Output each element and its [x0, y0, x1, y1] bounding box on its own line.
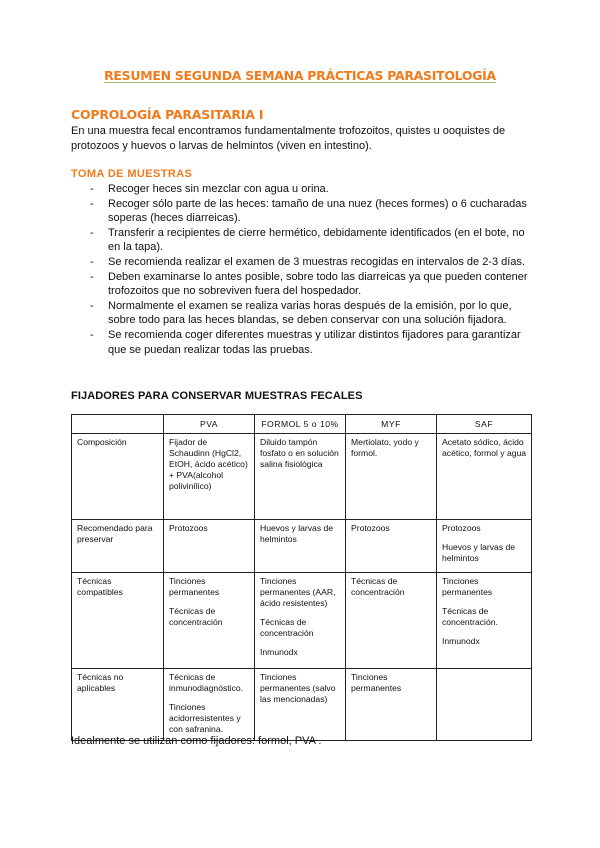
cell-text: Tinciones permanentes: [351, 672, 402, 693]
table-row: [72, 520, 532, 573]
intro-paragraph: En una muestra fecal encontramos fundamentalmente trofozoitos, quistes u ooquistes de protozoos y huevos o larvas de helmintos (viven en intestino).: [71, 125, 506, 152]
list-item: - Recoger sólo parte de las heces: tamaño de una nuez (heces formes) o 6 cucharadas soperas (heces diarreicas).: [71, 197, 531, 226]
table-row: [72, 573, 532, 669]
cell-text: Técnicas de concentración: [169, 606, 223, 627]
table-cell: [255, 520, 346, 573]
toma-muestras-heading: TOMA DE MUESTRAS: [71, 168, 193, 180]
table-cell: [346, 520, 437, 573]
table-cell: [164, 573, 255, 669]
list-item: - Recoger heces sin mezclar con agua u orina.: [71, 182, 531, 197]
section-heading: COPROLOGÍA PARASITARIA I: [71, 107, 264, 122]
cell-text: Huevos y larvas de helmintos: [260, 523, 334, 544]
table-cell: [346, 669, 437, 741]
fijadores-heading: FIJADORES PARA CONSERVAR MUESTRAS FECALES: [71, 390, 363, 402]
table-cell: [437, 573, 532, 669]
table-cell: [346, 573, 437, 669]
cell-text: Acetato sódico, ácido acético, formol y agua: [442, 437, 527, 458]
table-header-cell: FORMOL 5 o 10%: [255, 415, 346, 434]
cell-text: Tinciones permanentes: [169, 576, 220, 597]
table-row: [72, 434, 532, 520]
cell-text: Diluido tampón fosfato o en solución salina fisiológica: [260, 437, 339, 469]
table-cell: [255, 434, 346, 520]
table-header-cell: MYF: [346, 415, 437, 434]
table-header-cell: [72, 415, 164, 434]
cell-text: Técnicas de concentración: [351, 576, 405, 597]
cell-text: Tinciones permanentes (AAR, ácido resistentes): [260, 576, 336, 608]
list-item: - Transferir a recipientes de cierre hermético, debidamente identificados (en el bote, no en la tapa).: [71, 226, 531, 255]
table-header-row: [72, 415, 532, 434]
cell-text: Inmunodx: [260, 647, 298, 657]
cell-text: Técnicas de concentración.: [442, 606, 498, 627]
table-cell: [437, 434, 532, 520]
table-cell: [346, 434, 437, 520]
table-cell: [164, 434, 255, 520]
cell-text: Tinciones acidorresistentes y con safranina.: [169, 702, 241, 734]
footer-note: Idealmente se utilizan como fijadores: formol, PVA .: [71, 735, 322, 747]
cell-text: Protozoos: [442, 523, 481, 533]
fijadores-table: [71, 414, 532, 741]
table-header-cell: SAF: [437, 415, 532, 434]
cell-text: Fijador de Schaudinn (HgCl2, EtOH, ácido acético) + PVA(alcohol polivinílico): [169, 437, 248, 491]
table-header-cell: PVA: [164, 415, 255, 434]
document-title: RESUMEN SEGUNDA SEMANA PRÁCTICAS PARASITOLOGÍA: [104, 68, 496, 83]
table-cell: [164, 520, 255, 573]
table-cell: [255, 573, 346, 669]
list-item: - Deben examinarse lo antes posible, sobre todo las diarreicas ya que pueden contener trofozoitos que no sobreviven fuera del hospedador.: [71, 270, 531, 299]
row-label-cell: Composición: [72, 434, 164, 520]
cell-text: Huevos y larvas de helmintos: [442, 542, 516, 563]
cell-text: Protozoos: [169, 523, 208, 533]
cell-text: Tinciones permanentes: [442, 576, 493, 597]
cell-text: Mertiolato, yodo y formol.: [351, 437, 419, 458]
table-row: [72, 669, 532, 741]
table-cell: [164, 669, 255, 741]
list-item: - Se recomienda realizar el examen de 3 muestras recogidas en intervalos de 2-3 días.: [71, 255, 531, 270]
cell-text: Tinciones permanentes (salvo las mencionadas): [260, 672, 336, 704]
table-cell: [255, 669, 346, 741]
list-item: - Normalmente el examen se realiza varias horas después de la emisión, por lo que, sobre todo para las heces blandas, se deben conservar con una solución fijadora.: [71, 299, 531, 328]
cell-text: Protozoos: [351, 523, 390, 533]
table-cell: [437, 669, 532, 741]
table-cell: [437, 520, 532, 573]
cell-text: Técnicas de concentración: [260, 617, 314, 638]
cell-text: Técnicas de inmunodiagnóstico.: [169, 672, 244, 693]
row-label-cell: Recomendado para preservar: [72, 520, 164, 573]
row-label-cell: Técnicas compatibles: [72, 573, 164, 669]
list-item: - Se recomienda coger diferentes muestras y utilizar distintos fijadores para garantizar que se puedan realizar todas las pruebas.: [71, 328, 531, 357]
cell-text: Inmunodx: [442, 636, 480, 646]
toma-muestras-list: [71, 182, 531, 357]
row-label-cell: Técnicas no aplicables: [72, 669, 164, 741]
